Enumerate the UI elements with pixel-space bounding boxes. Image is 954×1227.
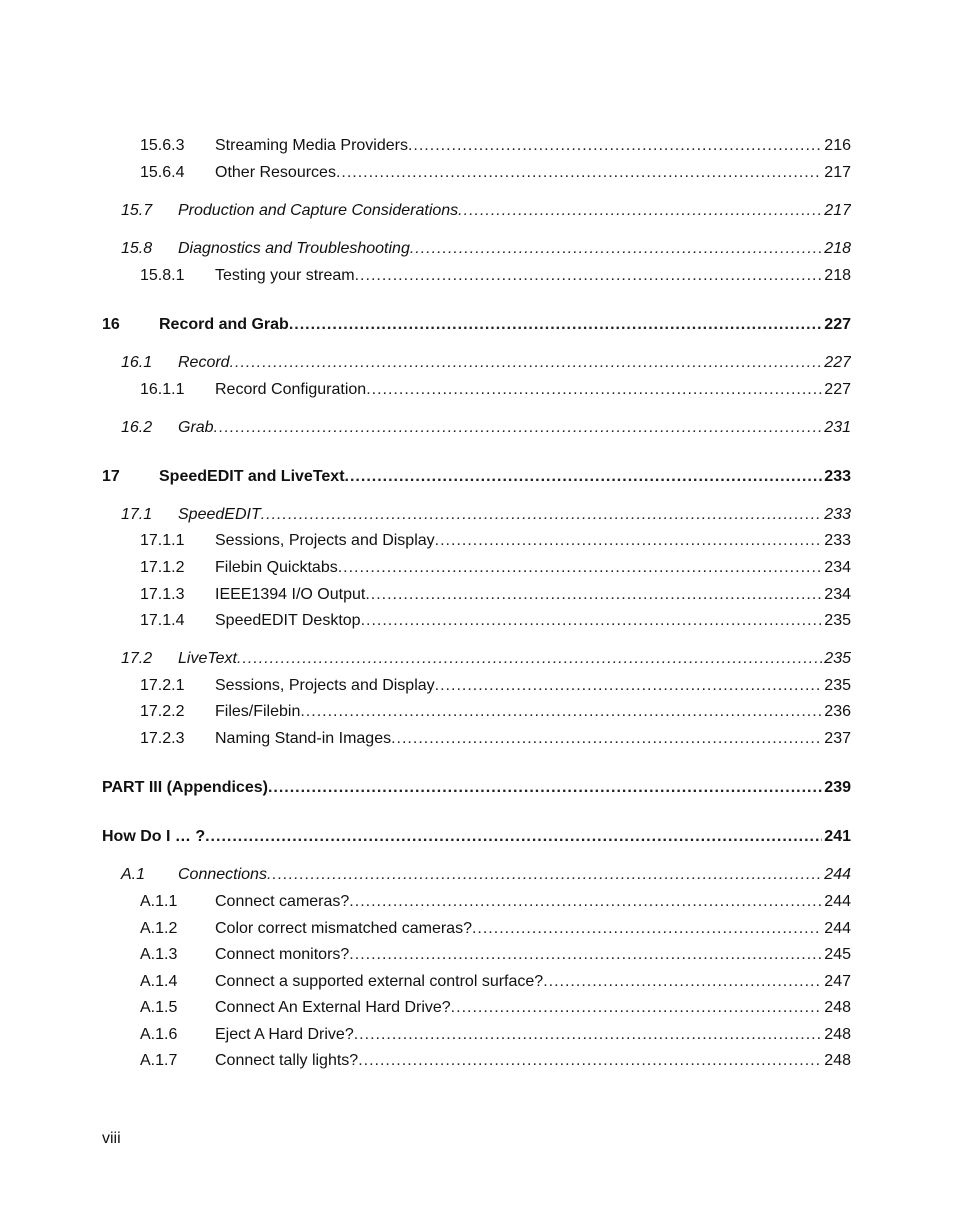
toc-entry-page[interactable]: 216 — [824, 137, 851, 154]
toc-entry-leader-line — [215, 264, 851, 288]
toc-entry-title[interactable]: Grab — [178, 419, 214, 436]
toc-entry-page[interactable]: 241 — [824, 828, 851, 845]
toc-entry-page[interactable]: 217 — [824, 164, 851, 181]
toc-entry-number: 17.1.1 — [140, 532, 185, 549]
toc-entry-number: A.1.3 — [140, 946, 178, 963]
toc-entry[interactable] — [0, 970, 954, 994]
toc-entry-leader-line — [178, 351, 851, 375]
toc-entry-leader-line — [215, 674, 851, 698]
toc-entry-number: 16 — [102, 316, 120, 333]
toc-entry-page[interactable]: 233 — [824, 506, 851, 523]
toc-entry-number: 17.1 — [121, 506, 153, 523]
toc-entry-title[interactable]: How Do I … ? — [102, 828, 206, 845]
toc-dot-leader — [361, 609, 823, 633]
toc-dot-leader — [214, 416, 823, 440]
toc-entry-number: A.1.7 — [140, 1052, 178, 1069]
toc-entry[interactable] — [0, 134, 954, 158]
toc-entry-title[interactable]: Connect cameras? — [215, 893, 350, 910]
toc-entry-leader-line — [102, 825, 851, 849]
toc-entry[interactable] — [0, 556, 954, 580]
toc-dot-leader — [354, 1023, 823, 1047]
toc-dot-leader — [358, 1049, 822, 1073]
toc-entry-leader-line — [178, 416, 851, 440]
toc-dot-leader — [338, 556, 823, 580]
toc-entry[interactable] — [0, 647, 954, 671]
toc-dot-leader — [237, 647, 822, 671]
toc-entry-number: A.1.1 — [140, 893, 178, 910]
toc-dot-leader — [345, 465, 823, 489]
toc-entry[interactable] — [0, 1049, 954, 1073]
toc-entry-title[interactable]: Filebin Quicktabs — [215, 559, 338, 576]
toc-entry-title[interactable]: Connections — [178, 866, 267, 883]
toc-entry-title[interactable]: PART III (Appendices) — [102, 779, 268, 796]
toc-dot-leader — [289, 313, 822, 337]
toc-entry-title[interactable]: SpeedEDIT and LiveText — [159, 468, 345, 485]
toc-entry-leader-line — [215, 917, 851, 941]
toc-entry-page[interactable]: 233 — [824, 468, 851, 485]
toc-entry[interactable] — [0, 237, 954, 261]
toc-entry-page[interactable]: 244 — [824, 866, 851, 883]
toc-entry-leader-line — [215, 727, 851, 751]
toc-entry-title[interactable]: SpeedEDIT Desktop — [215, 612, 361, 629]
toc-dot-leader — [300, 700, 822, 724]
toc-entry-title[interactable]: Connect a supported external control surface? — [215, 973, 544, 990]
toc-dot-leader — [349, 943, 822, 967]
toc-entry-page[interactable]: 248 — [824, 999, 851, 1016]
toc-entry[interactable] — [0, 199, 954, 223]
toc-entry-leader-line — [215, 609, 851, 633]
toc-entry-page[interactable]: 233 — [824, 532, 851, 549]
toc-entry[interactable] — [0, 1023, 954, 1047]
toc-entry-page[interactable]: 245 — [824, 946, 851, 963]
toc-entry[interactable] — [0, 943, 954, 967]
toc-entry-page[interactable]: 227 — [824, 354, 851, 371]
toc-entry-leader-line — [159, 465, 851, 489]
toc-dot-leader — [408, 134, 822, 158]
toc-entry-leader-line — [215, 378, 851, 402]
toc-dot-leader — [391, 727, 822, 751]
toc-entry[interactable] — [0, 313, 954, 337]
toc-entry[interactable] — [0, 529, 954, 553]
toc-entry[interactable] — [0, 727, 954, 751]
toc-entry-number: 17.1.2 — [140, 559, 185, 576]
toc-entry-title[interactable]: Streaming Media Providers — [215, 137, 408, 154]
toc-entry[interactable] — [0, 700, 954, 724]
toc-entry-page[interactable]: 217 — [824, 202, 851, 219]
toc-entry-page[interactable]: 227 — [824, 381, 851, 398]
toc-entry-page[interactable]: 244 — [824, 893, 851, 910]
toc-entry-leader-line — [215, 1049, 851, 1073]
toc-dot-leader — [267, 863, 822, 887]
toc-entry-title[interactable]: LiveText — [178, 650, 237, 667]
toc-entry-leader-line — [178, 199, 851, 223]
toc-entry-title[interactable]: IEEE1394 I/O Output — [215, 586, 366, 603]
toc-entry[interactable] — [0, 378, 954, 402]
toc-entry-number: 15.6.3 — [140, 137, 185, 154]
toc-entry-number: 17.2 — [121, 650, 153, 667]
toc-entry-leader-line — [215, 529, 851, 553]
toc-entry-page[interactable]: 235 — [824, 677, 851, 694]
toc-entry-leader-line — [178, 863, 851, 887]
toc-dot-leader — [230, 351, 823, 375]
toc-dot-leader — [458, 199, 822, 223]
toc-entry-title[interactable]: Testing your stream — [215, 267, 355, 284]
toc-entry-leader-line — [215, 943, 851, 967]
toc-entry[interactable] — [0, 416, 954, 440]
toc-entry-page[interactable]: 244 — [824, 920, 851, 937]
toc-entry-leader-line — [215, 134, 851, 158]
toc-entry-page[interactable]: 236 — [824, 703, 851, 720]
toc-entry-leader-line — [215, 700, 851, 724]
toc-entry[interactable] — [0, 825, 954, 849]
toc-entry[interactable] — [0, 996, 954, 1020]
toc-entry-page[interactable]: 248 — [824, 1026, 851, 1043]
toc-entry-title[interactable]: Connect monitors? — [215, 946, 350, 963]
toc-entry-title[interactable]: Color correct mismatched cameras? — [215, 920, 472, 937]
toc-entry[interactable] — [0, 465, 954, 489]
toc-entry[interactable] — [0, 583, 954, 607]
toc-entry-number: 16.1.1 — [140, 381, 185, 398]
toc-entry[interactable] — [0, 776, 954, 800]
toc-entry-title[interactable]: Record and Grab — [159, 316, 289, 333]
toc-entry-leader-line — [159, 313, 851, 337]
toc-entry-title[interactable]: Files/Filebin — [215, 703, 301, 720]
toc-dot-leader — [336, 161, 822, 185]
toc-dot-leader — [366, 378, 822, 402]
toc-entry-number: 16.1 — [121, 354, 153, 371]
toc-entry-number: 17.2.3 — [140, 730, 185, 747]
toc-entry-leader-line — [102, 776, 851, 800]
toc-entry[interactable] — [0, 609, 954, 633]
toc-entry-page[interactable]: 218 — [824, 267, 851, 284]
toc-entry[interactable] — [0, 351, 954, 375]
toc-entry-leader-line — [215, 161, 851, 185]
toc-entry-page[interactable]: 218 — [824, 240, 851, 257]
toc-entry-title[interactable]: Connect An External Hard Drive? — [215, 999, 451, 1016]
toc-entry-number: 15.6.4 — [140, 164, 185, 181]
toc-entry[interactable] — [0, 161, 954, 185]
toc-dot-leader — [365, 583, 822, 607]
toc-entry-number: 17.1.4 — [140, 612, 185, 629]
toc-entry-title[interactable]: Record Configuration — [215, 381, 367, 398]
toc-entry-number: 15.8 — [121, 240, 153, 257]
toc-entry-page[interactable]: 235 — [824, 612, 851, 629]
toc-entry-number: 15.8.1 — [140, 267, 185, 284]
toc-entry-title[interactable]: Other Resources — [215, 164, 336, 181]
toc-entry-number: A.1.5 — [140, 999, 178, 1016]
page-number: viii — [102, 1130, 121, 1147]
toc-entry[interactable] — [0, 917, 954, 941]
toc-entry-number: A.1.6 — [140, 1026, 178, 1043]
toc-entry-number: 17.2.1 — [140, 677, 185, 694]
toc-entry-page[interactable]: 231 — [824, 419, 851, 436]
toc-entry-leader-line — [215, 1023, 851, 1047]
toc-entry-number: 17.1.3 — [140, 586, 185, 603]
toc-entry-page[interactable]: 234 — [824, 559, 851, 576]
toc-entry-number: A.1.2 — [140, 920, 178, 937]
toc-dot-leader — [355, 264, 823, 288]
toc-entry-page[interactable]: 239 — [824, 779, 851, 796]
toc-entry-number: A.1 — [121, 866, 146, 883]
toc-dot-leader — [410, 237, 822, 261]
toc-entry-leader-line — [178, 503, 851, 527]
toc-entry-leader-line — [178, 647, 851, 671]
toc-entry-page[interactable]: 248 — [824, 1052, 851, 1069]
toc-entry-title[interactable]: Record — [178, 354, 230, 371]
toc-entry-number: 17.2.2 — [140, 703, 185, 720]
toc-entry-title[interactable]: Naming Stand-in Images — [215, 730, 392, 747]
toc-entry-title[interactable]: Eject A Hard Drive? — [215, 1026, 354, 1043]
toc-entry-number: A.1.4 — [140, 973, 178, 990]
toc-entry-leader-line — [215, 890, 851, 914]
toc-entry-leader-line — [215, 583, 851, 607]
toc-entry-title[interactable]: SpeedEDIT — [178, 506, 261, 523]
toc-entry-page[interactable]: 234 — [824, 586, 851, 603]
toc-entry-title[interactable]: Production and Capture Considerations — [178, 202, 459, 219]
toc-entry-leader-line — [215, 996, 851, 1020]
toc-entry[interactable] — [0, 674, 954, 698]
toc-entry-page[interactable]: 237 — [824, 730, 851, 747]
toc-entry-number: 15.7 — [121, 202, 153, 219]
toc-entry[interactable] — [0, 863, 954, 887]
toc-entry-number: 16.2 — [121, 419, 153, 436]
toc-entry[interactable] — [0, 264, 954, 288]
toc-entry-page[interactable]: 235 — [824, 650, 851, 667]
toc-entry-leader-line — [178, 237, 851, 261]
toc-entry-title[interactable]: Sessions, Projects and Display — [215, 677, 435, 694]
toc-entry-number: 17 — [102, 468, 120, 485]
toc-dot-leader — [543, 970, 822, 994]
toc-entry[interactable] — [0, 890, 954, 914]
toc-dot-leader — [472, 917, 822, 941]
toc-entry-title[interactable]: Diagnostics and Troubleshooting — [178, 240, 410, 257]
toc-entry-leader-line — [215, 970, 851, 994]
toc-entry-leader-line — [215, 556, 851, 580]
toc-entry[interactable] — [0, 503, 954, 527]
toc-dot-leader — [261, 503, 823, 527]
toc-entry-page[interactable]: 227 — [824, 316, 851, 333]
toc-dot-leader — [451, 996, 823, 1020]
toc-dot-leader — [349, 890, 822, 914]
toc-entry-title[interactable]: Connect tally lights? — [215, 1052, 359, 1069]
toc-dot-leader — [205, 825, 822, 849]
toc-dot-leader — [435, 674, 823, 698]
toc-entry-title[interactable]: Sessions, Projects and Display — [215, 532, 435, 549]
toc-entry-page[interactable]: 247 — [824, 973, 851, 990]
toc-dot-leader — [435, 529, 823, 553]
toc-dot-leader — [268, 776, 822, 800]
